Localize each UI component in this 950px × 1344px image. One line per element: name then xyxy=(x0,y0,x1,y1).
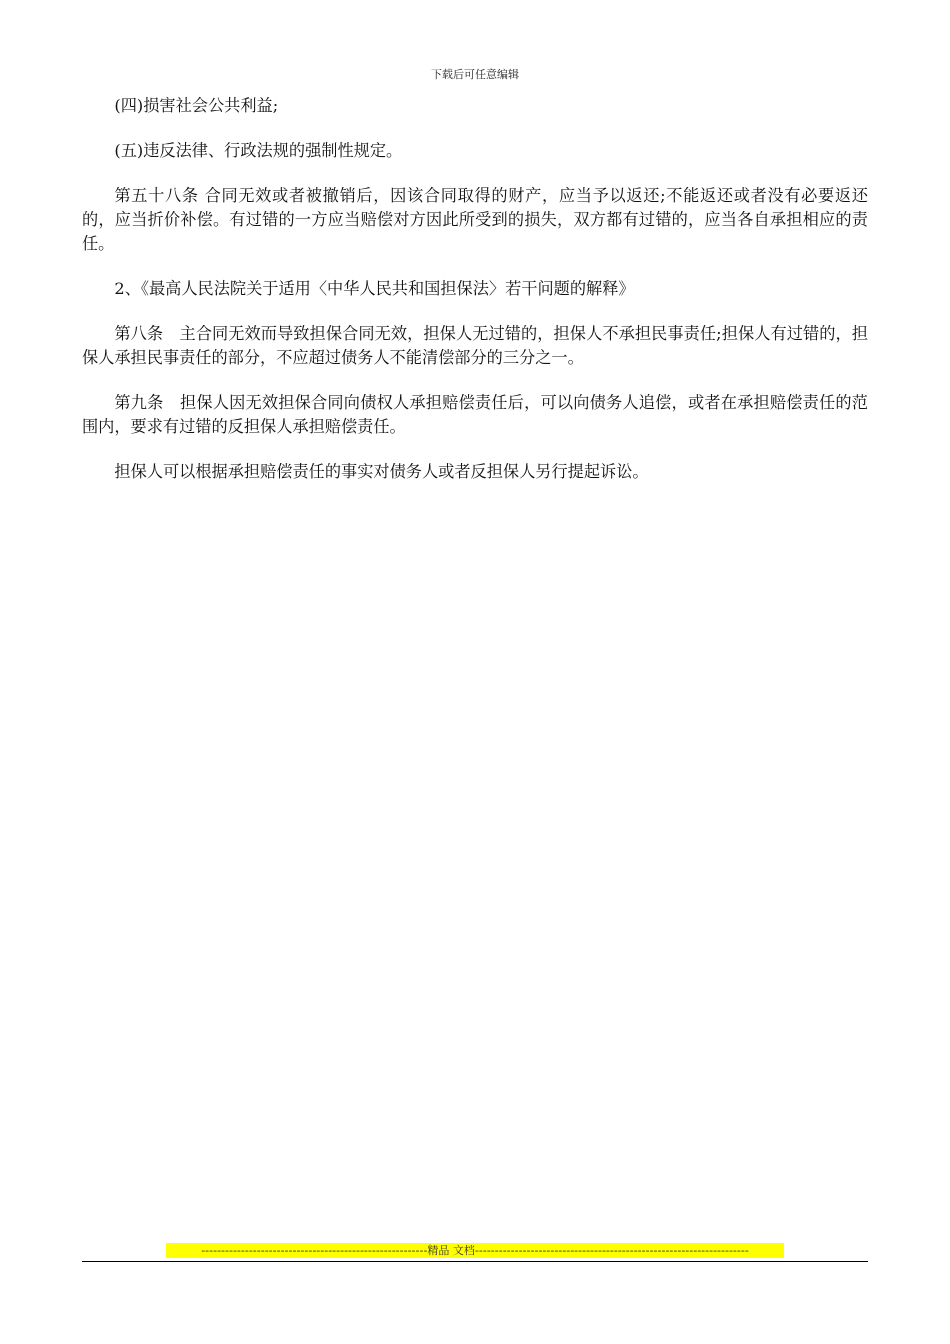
footer-divider xyxy=(82,1261,868,1262)
paragraph-source-title: 2、《最高人民法院关于适用〈中华人民共和国担保法〉若干问题的解释》 xyxy=(114,279,635,298)
footer-banner: ---------------------------------------------------------精品 文档--------------------------------------------------------------------- xyxy=(166,1243,784,1258)
document-body xyxy=(82,94,868,505)
page-header-note: 下载后可任意编辑 xyxy=(431,68,519,81)
paragraph-article-58: 第五十八条 合同无效或者被撤销后，因该合同取得的财产，应当予以返还;不能返还或者没有必要返还的，应当折价补偿。有过错的一方应当赔偿对方因此所受到的损失，双方都有过错的，应当各自承担相应的责任。 xyxy=(82,186,868,253)
paragraph-article-9: 第九条 担保人因无效担保合同向债权人承担赔偿责任后，可以向债务人追偿，或者在承担赔偿责任的范围内，要求有过错的反担保人承担赔偿责任。 xyxy=(82,393,868,436)
paragraph-article-8: 第八条 主合同无效而导致担保合同无效，担保人无过错的，担保人不承担民事责任;担保人有过错的，担保人承担民事责任的部分，不应超过债务人不能清偿部分的三分之一。 xyxy=(82,324,868,367)
paragraph-guarantor-lawsuit: 担保人可以根据承担赔偿责任的事实对债务人或者反担保人另行提起诉讼。 xyxy=(114,462,649,481)
paragraph-item-5: (五)违反法律、行政法规的强制性规定。 xyxy=(114,141,403,160)
paragraph-item-4: (四)损害社会公共利益; xyxy=(114,96,279,115)
